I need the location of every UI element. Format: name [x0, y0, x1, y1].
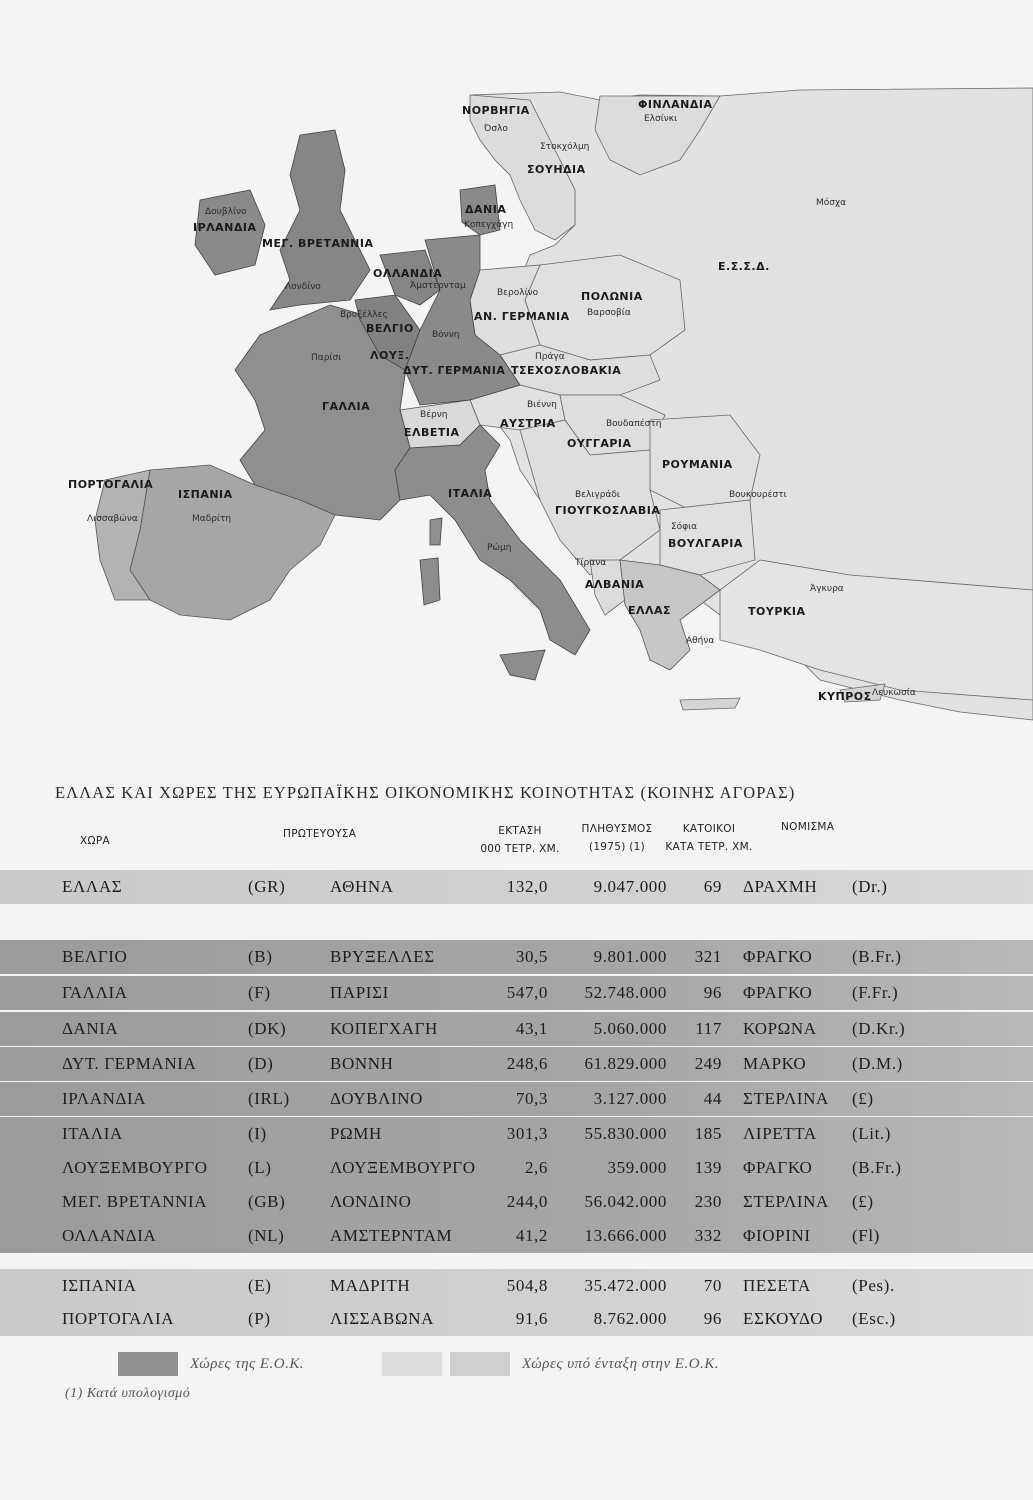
- cell-country: ΠΟΡΤΟΓΑΛΙΑ: [62, 1309, 175, 1328]
- city-brussels: Βρυξέλλες: [340, 310, 388, 320]
- cell-code: (GB): [248, 1192, 286, 1211]
- cell-abbr: (B.Fr.): [852, 1158, 902, 1177]
- label-turkey: ΤΟΥΡΚΙΑ: [748, 605, 806, 618]
- label-greece: ΕΛΛΑΣ: [628, 604, 672, 617]
- cell-area: 91,6: [515, 1309, 548, 1328]
- cell-population: 359.000: [607, 1158, 667, 1177]
- cell-capital: ΚΟΠΕΓΧΑΓΗ: [330, 1019, 438, 1038]
- cell-population: 13.666.000: [584, 1226, 667, 1245]
- cell-area: 132,0: [506, 877, 548, 896]
- cell-currency: ΣΤΕΡΛΙΝΑ: [743, 1192, 829, 1211]
- cell-population: 52.748.000: [584, 983, 667, 1002]
- cell-capital: ΜΑΔΡΙΤΗ: [330, 1276, 411, 1295]
- table-row: [0, 976, 1033, 1010]
- label-luxembourg: ΛΟΥΞ.: [370, 349, 410, 362]
- header-population-line1: ΠΛΗΘΥΣΜΟΣ: [581, 823, 653, 835]
- cell-code: (B): [248, 947, 273, 966]
- city-oslo: Όσλο: [484, 124, 508, 134]
- city-madrid: Μαδρίτη: [192, 514, 232, 524]
- cell-density: 69: [703, 877, 722, 896]
- cell-abbr: (B.Fr.): [852, 947, 902, 966]
- legend-eec-swatch: [118, 1352, 178, 1376]
- cell-country: ΜΕΓ. ΒΡΕΤΑΝΝΙΑ: [62, 1192, 208, 1211]
- cell-capital: ΑΘΗΝΑ: [330, 877, 394, 896]
- cell-currency: ΠΕΣΕΤΑ: [743, 1276, 811, 1295]
- legend-candidate-swatch-light: [382, 1352, 442, 1376]
- header-capital: ΠΡΩΤΕΥΟΥΣΑ: [283, 828, 357, 840]
- label-spain: ΙΣΠΑΝΙΑ: [178, 488, 233, 501]
- city-athens: Αθήνα: [686, 636, 715, 646]
- cell-abbr: (Dr.): [852, 877, 888, 896]
- cell-population: 35.472.000: [584, 1276, 667, 1295]
- cell-density: 44: [703, 1089, 722, 1108]
- cell-capital: ΡΩΜΗ: [330, 1124, 382, 1143]
- table-row: [0, 1151, 1033, 1185]
- cell-country: ΔΥΤ. ΓΕΡΜΑΝΙΑ: [62, 1054, 197, 1073]
- city-helsinki: Ελσίνκι: [644, 114, 678, 124]
- cell-area: 547,0: [506, 983, 548, 1002]
- city-vienna: Βιέννη: [527, 400, 557, 410]
- header-currency: ΝΟΜΙΣΜΑ: [781, 821, 835, 833]
- table-title: ΕΛΛΑΣ ΚΑΙ ΧΩΡΕΣ ΤΗΣ ΕΥΡΩΠΑΪΚΗΣ ΟΙΚΟΝΟΜΙΚΗΣ ΚΟΙΝΟΤΗΤΑΣ (ΚΟΙΝΗΣ ΑΓΟΡΑΣ): [55, 783, 796, 802]
- cell-area: 2,6: [524, 1158, 548, 1177]
- label-norway: ΝΟΡΒΗΓΙΑ: [462, 104, 530, 117]
- cell-country: ΟΛΛΑΝΔΙΑ: [62, 1226, 157, 1245]
- city-rome: Ρώμη: [487, 543, 512, 553]
- cell-abbr: (Fl): [852, 1226, 880, 1245]
- table-row: [0, 1082, 1033, 1116]
- cell-population: 9.047.000: [593, 877, 667, 896]
- table-row: [0, 1185, 1033, 1219]
- legend-candidate-text: Χώρες υπό ένταξη στην Ε.Ο.Κ.: [522, 1356, 720, 1372]
- cell-density: 139: [694, 1158, 722, 1177]
- cell-density: 230: [694, 1192, 722, 1211]
- cell-currency: ΦΡΑΓΚΟ: [743, 947, 813, 966]
- cell-currency: ΦΡΑΓΚΟ: [743, 983, 813, 1002]
- sicily-region: [500, 650, 545, 680]
- cell-capital: ΒΡΥΞΕΛΛΕΣ: [330, 947, 435, 966]
- cell-currency: ΦΡΑΓΚΟ: [743, 1158, 813, 1177]
- city-prague: Πράγα: [535, 352, 565, 362]
- table-row: [0, 1302, 1033, 1336]
- label-yugoslavia: ΓΙΟΥΓΚΟΣΛΑΒΙΑ: [555, 504, 661, 517]
- city-paris: Παρίσι: [311, 353, 342, 363]
- header-population-line2: (1975) (1): [588, 841, 646, 853]
- label-czechoslovakia: ΤΣΕΧΟΣΛΟΒΑΚΙΑ: [511, 364, 622, 377]
- legend-candidate-swatch-mid: [450, 1352, 510, 1376]
- cell-population: 5.060.000: [593, 1019, 667, 1038]
- city-warsaw: Βαρσοβία: [587, 308, 631, 318]
- label-cyprus: ΚΥΠΡΟΣ: [818, 690, 872, 703]
- cell-abbr: (£): [852, 1089, 874, 1108]
- cell-population: 61.829.000: [584, 1054, 667, 1073]
- label-portugal: ΠΟΡΤΟΓΑΛΙΑ: [68, 478, 154, 491]
- label-france: ΓΑΛΛΙΑ: [322, 400, 371, 413]
- label-bulgaria: ΒΟΥΛΓΑΡΙΑ: [668, 537, 743, 550]
- table-row: [0, 1219, 1033, 1253]
- cell-density: 249: [694, 1054, 722, 1073]
- cell-currency: ΚΟΡΩΝΑ: [743, 1019, 817, 1038]
- cell-capital: ΛΙΣΣΑΒΩΝΑ: [330, 1309, 434, 1328]
- cell-area: 70,3: [515, 1089, 548, 1108]
- crete-region: [680, 698, 740, 710]
- header-density-line1: ΚΑΤΟΙΚΟΙ: [682, 823, 736, 835]
- cell-country: ΒΕΛΓΙΟ: [62, 947, 128, 966]
- city-ankara: Άγκυρα: [810, 584, 844, 594]
- cell-density: 96: [703, 983, 722, 1002]
- label-hungary: ΟΥΓΓΑΡΙΑ: [567, 437, 632, 450]
- cell-country: ΙΣΠΑΝΙΑ: [62, 1276, 137, 1295]
- cell-country: ΔΑΝΙΑ: [62, 1019, 119, 1038]
- sardinia-region: [420, 558, 440, 605]
- label-italy: ΙΤΑΛΙΑ: [448, 487, 493, 500]
- cell-population: 55.830.000: [584, 1124, 667, 1143]
- cell-area: 244,0: [506, 1192, 548, 1211]
- cell-abbr: (Lit.): [852, 1124, 892, 1143]
- cell-area: 504,8: [506, 1276, 548, 1295]
- label-finland: ΦΙΝΛΑΝΔΙΑ: [638, 98, 713, 111]
- cell-code: (D): [248, 1054, 274, 1073]
- cell-capital: ΒΟΝΝΗ: [330, 1054, 394, 1073]
- label-ireland: ΙΡΛΑΝΔΙΑ: [193, 221, 257, 234]
- cell-abbr: (Pes).: [852, 1276, 895, 1295]
- cell-code: (GR): [248, 877, 286, 896]
- cell-abbr: (£): [852, 1192, 874, 1211]
- cell-currency: ΕΣΚΟΥΔΟ: [743, 1309, 824, 1328]
- cell-code: (IRL): [248, 1089, 290, 1108]
- label-denmark: ΔΑΝΙΑ: [465, 203, 507, 216]
- cell-country: ΛΟΥΞΕΜΒΟΥΡΓΟ: [62, 1158, 208, 1177]
- header-area-line1: ΕΚΤΑΣΗ: [498, 825, 542, 837]
- cell-code: (E): [248, 1276, 272, 1295]
- header-area-line2: 000 ΤΕΤΡ. ΧΜ.: [480, 843, 560, 855]
- cell-country: ΙΡΛΑΝΔΙΑ: [62, 1089, 147, 1108]
- corsica-region: [430, 518, 442, 545]
- cell-density: 185: [694, 1124, 722, 1143]
- city-london: Λονδίνο: [285, 282, 321, 292]
- city-dublin: Δουβλίνο: [205, 207, 247, 217]
- label-poland: ΠΟΛΩΝΙΑ: [581, 290, 643, 303]
- cell-area: 248,6: [506, 1054, 548, 1073]
- cell-code: (P): [248, 1309, 271, 1328]
- label-switzerland: ΕΛΒΕΤΙΑ: [404, 426, 460, 439]
- cell-abbr: (Esc.): [852, 1309, 896, 1328]
- header-country: ΧΩΡΑ: [80, 835, 110, 847]
- city-copenhagen: Κοπεγχάγη: [464, 220, 514, 230]
- label-netherlands: ΟΛΛΑΝΔΙΑ: [373, 267, 443, 280]
- header-density-line2: ΚΑΤΑ ΤΕΤΡ. ΧΜ.: [665, 841, 753, 853]
- cell-capital: ΠΑΡΙΣΙ: [330, 983, 389, 1002]
- cell-code: (F): [248, 983, 271, 1002]
- city-nicosia: Λευκωσία: [872, 688, 916, 698]
- cell-code: (I): [248, 1124, 267, 1143]
- cell-currency: ΣΤΕΡΛΙΝΑ: [743, 1089, 829, 1108]
- table-row: [0, 870, 1033, 904]
- cell-population: 9.801.000: [593, 947, 667, 966]
- cell-country: ΓΑΛΛΙΑ: [62, 983, 128, 1002]
- cell-abbr: (D.M.): [852, 1054, 903, 1073]
- city-lisbon: Λισσαβώνα: [87, 514, 138, 524]
- footnote: (1) Κατά υπολογισμό: [65, 1386, 191, 1401]
- city-belgrade: Βελιγράδι: [575, 490, 620, 500]
- city-bonn: Βόννη: [432, 330, 460, 340]
- cell-code: (L): [248, 1158, 272, 1177]
- city-amsterdam: Άμστερνταμ: [410, 281, 466, 291]
- cell-area: 301,3: [506, 1124, 548, 1143]
- cell-density: 321: [694, 947, 722, 966]
- cell-country: ΕΛΛΑΣ: [62, 877, 123, 896]
- cell-area: 41,2: [515, 1226, 548, 1245]
- cell-code: (DK): [248, 1019, 287, 1038]
- header-population: [572, 820, 662, 856]
- label-east-germany: ΑΝ. ΓΕΡΜΑΝΙΑ: [474, 310, 570, 323]
- label-ussr: Ε.Σ.Σ.Δ.: [718, 260, 770, 273]
- city-tirana: Τίρανα: [575, 558, 607, 568]
- label-austria: ΑΥΣΤΡΙΑ: [500, 417, 556, 430]
- label-sweden: ΣΟΥΗΔΙΑ: [527, 163, 586, 176]
- cell-capital: ΛΟΥΞΕΜΒΟΥΡΓΟ: [330, 1158, 476, 1177]
- cell-density: 70: [703, 1276, 722, 1295]
- cell-country: ΙΤΑΛΙΑ: [62, 1124, 123, 1143]
- label-albania: ΑΛΒΑΝΙΑ: [585, 578, 645, 591]
- table-row: [0, 1012, 1033, 1046]
- table-row: [0, 1269, 1033, 1303]
- label-west-germany: ΔΥΤ. ΓΕΡΜΑΝΙΑ: [403, 364, 506, 377]
- legend-eec-text: Χώρες της Ε.Ο.Κ.: [190, 1356, 305, 1372]
- cell-density: 96: [703, 1309, 722, 1328]
- cell-abbr: (D.Kr.): [852, 1019, 906, 1038]
- cell-capital: ΑΜΣΤΕΡΝΤΑΜ: [330, 1226, 453, 1245]
- table-row: [0, 1047, 1033, 1081]
- label-romania: ΡΟΥΜΑΝΙΑ: [662, 458, 733, 471]
- cell-capital: ΛΟΝΔΙΝΟ: [330, 1192, 412, 1211]
- city-budapest: Βουδαπέστη: [606, 419, 662, 429]
- cell-population: 56.042.000: [584, 1192, 667, 1211]
- cell-area: 43,1: [515, 1019, 548, 1038]
- cell-currency: ΦΙΟΡΙΝΙ: [743, 1226, 811, 1245]
- label-belgium: ΒΕΛΓΙΟ: [366, 322, 414, 335]
- cell-currency: ΛΙΡΕΤΤΑ: [743, 1124, 817, 1143]
- city-bern: Βέρνη: [420, 410, 448, 420]
- city-bucharest: Βουκουρέστι: [729, 490, 787, 500]
- cell-population: 8.762.000: [593, 1309, 667, 1328]
- city-sofia: Σόφια: [671, 522, 698, 532]
- cell-density: 332: [694, 1226, 722, 1245]
- table-row: [0, 940, 1033, 974]
- cell-currency: ΔΡΑΧΜΗ: [743, 877, 818, 896]
- cell-population: 3.127.000: [593, 1089, 667, 1108]
- cell-code: (NL): [248, 1226, 285, 1245]
- city-berlin: Βερολίνο: [497, 288, 539, 298]
- label-uk: ΜΕΓ. ΒΡΕΤΑΝΝΙΑ: [262, 237, 374, 250]
- header-density: [654, 820, 764, 856]
- cell-density: 117: [695, 1019, 722, 1038]
- cell-capital: ΔΟΥΒΛΙΝΟ: [330, 1089, 424, 1108]
- cell-area: 30,5: [515, 947, 548, 966]
- city-moscow: Μόσχα: [816, 198, 847, 208]
- cell-abbr: (F.Fr.): [852, 983, 899, 1002]
- cell-currency: ΜΑΡΚΟ: [743, 1054, 807, 1073]
- table-row: [0, 1117, 1033, 1151]
- city-stockholm: Στοκχόλμη: [540, 142, 590, 152]
- header-area: [475, 822, 565, 858]
